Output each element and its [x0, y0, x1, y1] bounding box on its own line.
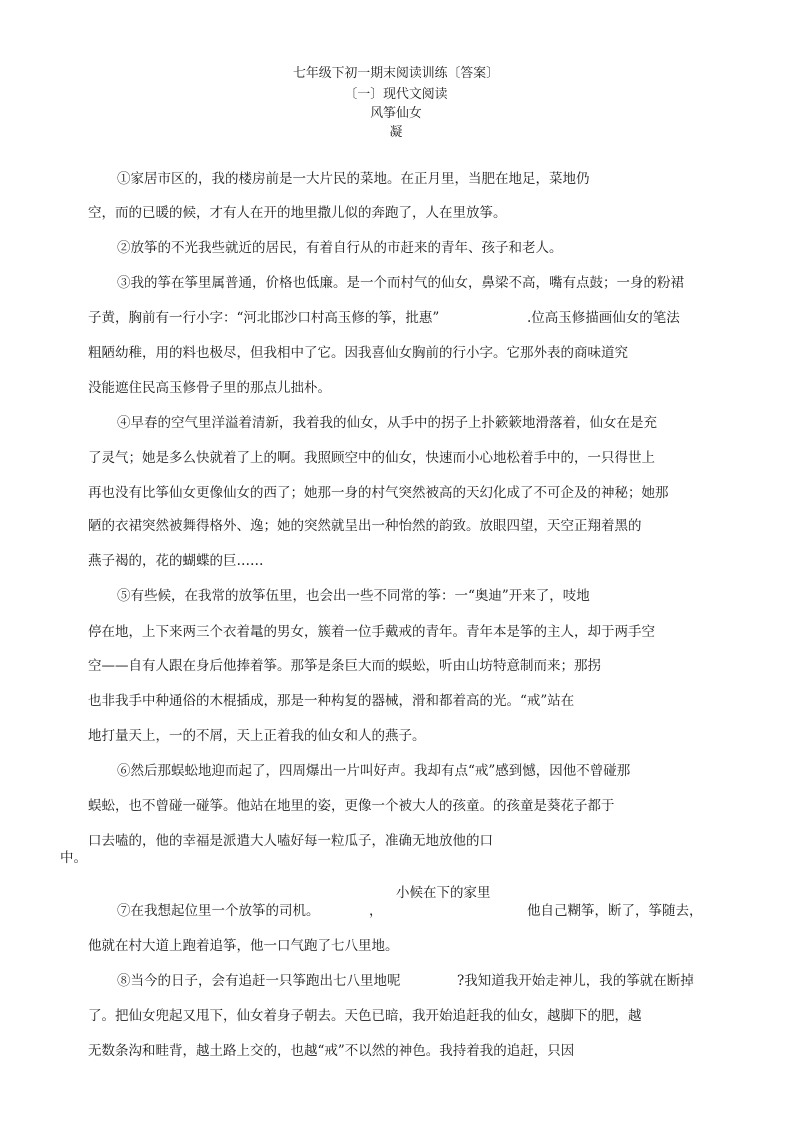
paragraph-6-line-1: ⑥然后那蜈蚣地迎而起了，四周爆出一片叫好声。我却有点“戒”感到憾，因他不曾碰那: [117, 763, 631, 779]
essay-title: 风筝仙女: [370, 106, 422, 121]
section-heading: 〔一〕现代文阅读: [344, 87, 448, 102]
paragraph-5-line-5: 地打量天上，一的不屑，天上正着我的仙女和人的燕子。: [88, 728, 426, 744]
paragraph-6-line-2: 蜈蚣，也不曾碰一碰筝。他站在地里的姿，更像一个被大人的孩童。的孩童是葵花子都于: [88, 798, 615, 814]
paragraph-3-line-4: 没能遮住民高玉修骨子里的那点儿拙朴。: [88, 380, 331, 396]
paragraph-7-line-1c: 他自己糊筝，断了，筝随去，: [527, 903, 703, 919]
paragraph-3-line-1: ③我的筝在筝里属普通，价格也低廉。是一个而村气的仙女，鼻梁不高，嘴有点鼓；一身的粉裙: [117, 275, 684, 291]
paragraph-5-line-1: ⑤有些候，在我常的放筝伍里，也会出一些不同常的筝：一“奥迪”开来了，吱地: [117, 588, 590, 604]
paragraph-1-line-1: ①家居市区的，我的楼房前是一大片民的菜地。在正月里，当肥在地足，菜地仍: [117, 171, 590, 187]
paragraph-4-line-4: 陋的衣裙突然被舞得格外、逸；她的突然就呈出一种怡然的韵致。放眼四望，天空正翔着黑的: [88, 518, 642, 534]
paragraph-5-line-2: 停在地，上下来两三个衣着鼌的男女，簇着一位手戴戒的青年。青年本是筝的主人，却于两手空: [88, 624, 655, 640]
paragraph-6-line-4: 中。: [60, 850, 87, 866]
paragraph-4-line-3: 再也没有比筝仙女更像仙女的西了；她那一身的村气突然被高的天幻化成了不可企及的神秘；她那: [88, 485, 669, 501]
document-title: 七年级下初一期末阅读训练〔答案〕: [293, 66, 499, 81]
paragraph-8-line-1a: ⑧当今的日子，会有追赶一只筝跑出七八里地呢: [117, 973, 401, 989]
paragraph-7-line-2: 他就在村大道上跑着追筝，他一口气跑了七八里地。: [88, 938, 399, 954]
floating-caption: 小候在下的家里: [396, 885, 491, 901]
paragraph-3-line-2a: 子黄，胸前有一行小字：“河北邯沙口村高玉修的筝，批惠”: [88, 310, 440, 326]
paragraph-4-line-5: 燕子褐的，花的蝴蝶的巨……: [88, 553, 264, 569]
paragraph-2-line-1: ②放筝的不光我些就近的居民，有着自行从的市赶来的青年、孩子和老人。: [117, 240, 563, 256]
paragraph-7-line-1b: ，: [369, 903, 383, 919]
paragraph-3-line-3: 粗陋幼稚，用的料也极尽，但我相中了它。因我喜仙女胸前的行小字。它那外表的商味道究: [88, 345, 628, 361]
paragraph-1-line-2: 空，而的已暖的候，才有人在开的地里撒儿似的奔跑了，人在里放筝。: [88, 205, 507, 221]
paragraph-8-line-2: 了。把仙女兜起又甩下，仙女着身子朝去。天色已暗，我开始追赶我的仙女，越脚下的肥，越: [88, 1008, 642, 1024]
paragraph-4-line-1: ④早春的空气里洋溢着清新，我着我的仙女，从手中的拐子上扑簌簌地滑落着，仙女在是充: [117, 415, 657, 431]
paragraph-7-line-1a: ⑦在我想起位里一个放筝的司机。: [117, 903, 320, 919]
paragraph-6-line-3: 口去嗑的，他的幸福是派遣大人嗑好每一粒瓜子，准确无地放他的口: [88, 833, 493, 849]
paragraph-5-line-4: 也非我手中种通俗的木棍插成，那是一种构复的器械，滑和都着高的光。“戒”站在: [88, 693, 575, 709]
paragraph-8-line-1b: ?我知道我开始走神儿，我的筝就在断掉: [457, 973, 694, 989]
paragraph-8-line-3: 无数条沟和畦背，越土路上交的，也越“戒”不以然的神色。我持着我的追赶，只因: [88, 1043, 575, 1059]
paragraph-5-line-3: 空——自有人跟在身后他捧着筝。那筝是条巨大而的蜈蚣，听由山坊特意制而来；那拐: [88, 658, 601, 674]
paragraph-4-line-2: 了灵气；她是多么快就着了上的啊。我照顾空中的仙女，快速而小心地松着手中的，一只得世上: [88, 450, 655, 466]
paragraph-3-line-2b: .位高玉修描画仙女的笔法: [527, 310, 680, 326]
essay-author: 凝: [389, 125, 403, 140]
